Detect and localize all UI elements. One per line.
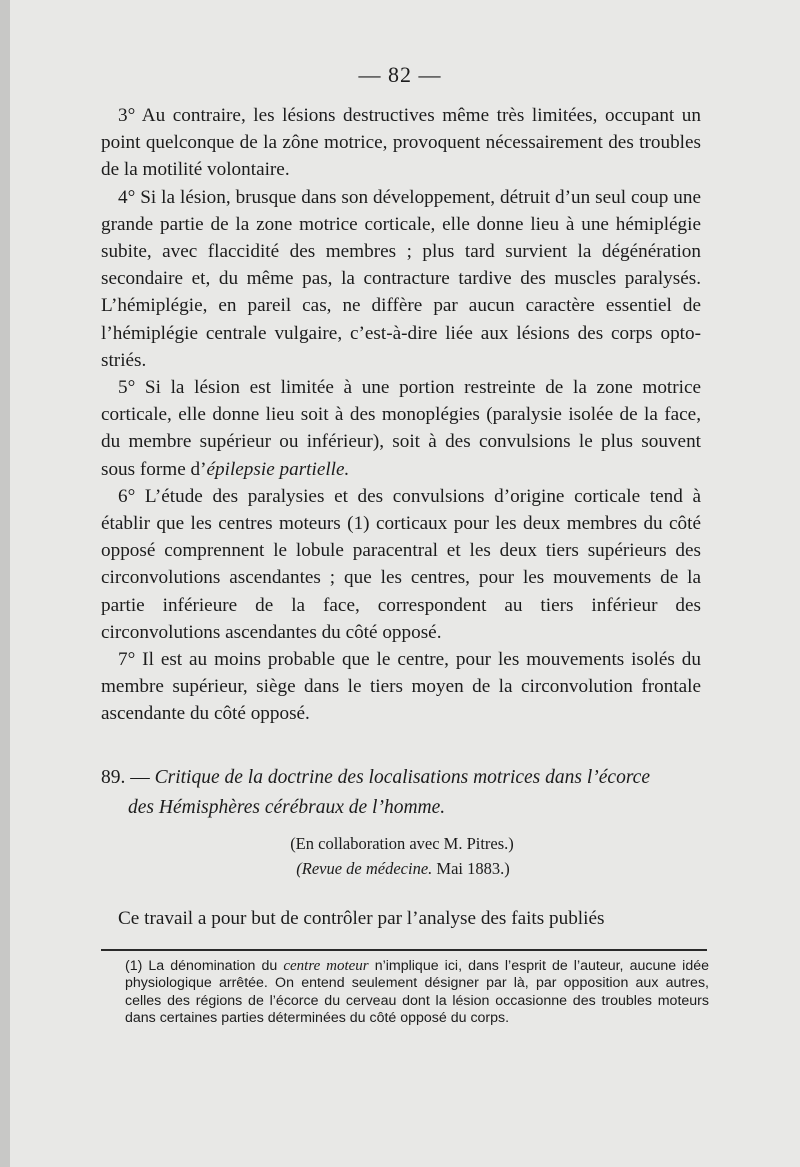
- footnote-italic-term: centre moteur: [283, 958, 369, 974]
- source-citation: [0, 856, 800, 881]
- source-journal: (Revue de médecine.: [296, 859, 433, 878]
- page-number: — 82 —: [358, 62, 442, 87]
- section-number: 89. —: [101, 767, 150, 788]
- italic-term: épilepsie partielle.: [206, 458, 350, 480]
- collaboration-note: (En collaboration avec M. Pitres.): [290, 834, 514, 853]
- paragraph-6: 6° L’étude des paralysies et des convulsions d’origine corticale tend à établir que les centres moteurs (1) corticaux pour les deux membres du côté opposé comprennent le lobule paracentral et les deux tiers supérieurs des circonvolutions ascendantes ; que les centres, pour les mouvements de la partie inférieure de la face, correspondent au tiers inférieur des circonvolutions ascendantes du côté opposé.: [101, 485, 701, 643]
- section-heading: [101, 763, 701, 823]
- section-title-line2: des Hémisphères cérébraux de l’homme.: [128, 797, 446, 818]
- paragraph-3: 3° Au contraire, les lésions destructives même très limitées, occupant un point quelconque de la zône motrice, provoquent nécessairement des troubles de la motilité volontaire.: [101, 105, 701, 181]
- paragraph-5: 5° Si la lésion est limitée à une portion restreinte de la zone motrice corticale, elle donne lieu soit à des monoplégies (paralysie isolée de la face, du membre supérieur ou inférieur), soit à des convulsions le plus souvent sous forme d’épilepsie partielle.: [101, 377, 701, 480]
- footnote-rule: [101, 949, 707, 951]
- paragraph-7: 7° Il est au moins probable que le centre, pour les mouvements isolés du membre supérieur, siège dans le tiers moyen de la circonvolution frontale ascendante du côté opposé.: [101, 649, 701, 725]
- closing-line: Ce travail a pour but de contrôler par l’analyse des faits publiés: [118, 908, 605, 929]
- body-text: [101, 102, 701, 728]
- section-title-line1: Critique de la doctrine des localisations motrices dans l’écorce: [154, 767, 650, 788]
- source-date: Mai 1883.): [436, 859, 510, 878]
- publication-info: [0, 831, 800, 881]
- page-edge: [0, 0, 10, 1167]
- paragraph-4: 4° Si la lésion, brusque dans son développement, détruit d’un seul coup une grande partie de la zone motrice corticale, elle donne lieu à une hémiplégie subite, avec flaccidité des membres ; plus tard survient la dégénération secondaire et, du même pas, la contracture tardive des muscles paralysés. L’hémiplégie, en pareil cas, ne diffère par aucun caractère essentiel de l’hémiplégie centrale vulgaire, c’est-à-dire liée aux lésions des corps opto-striés.: [101, 186, 701, 371]
- closing-text: [101, 905, 701, 932]
- footnote: (1) La dénomination du centre moteur n’implique ici, dans l’esprit de l’auteur, aucune idée physiologique arrêtée. On entend seulement désigner par là, par opposition aux autres, celles des régions de l’écorce du cerveau dont la lésion occasionne des troubles moteurs dans certaines parties déterminées du côté opposé du corps.: [125, 958, 710, 1027]
